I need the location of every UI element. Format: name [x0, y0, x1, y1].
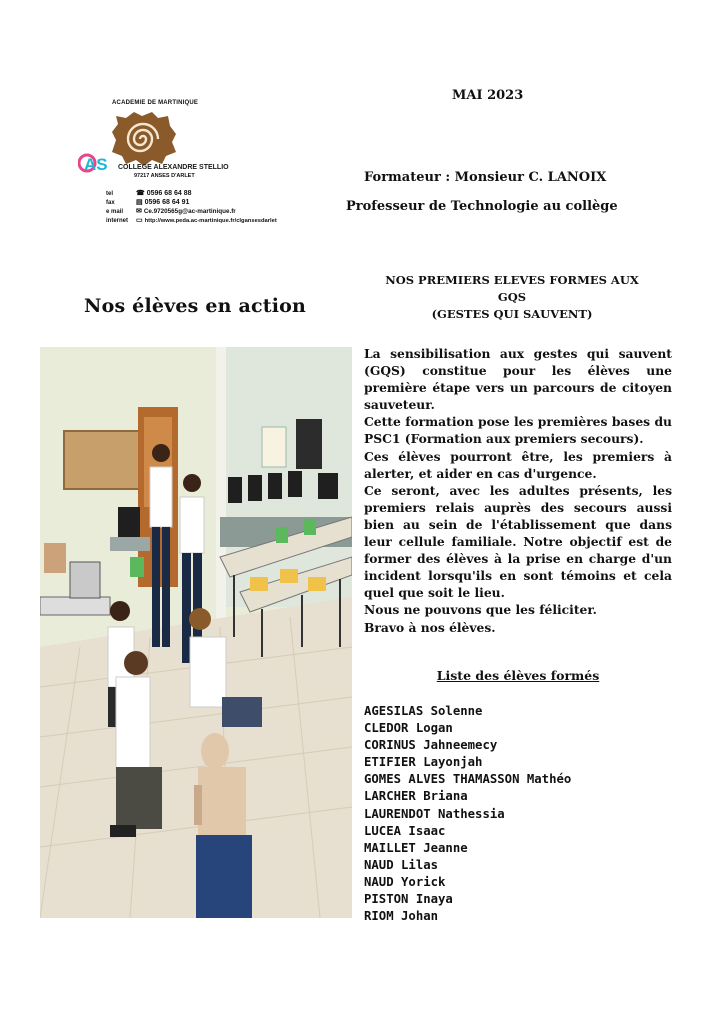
student-name: LAURENDOT Nathessia [364, 806, 505, 821]
section-heading [362, 272, 662, 323]
trainer-line: Formateur : Monsieur C. LANOIX [364, 170, 607, 185]
training-photo [40, 347, 352, 918]
college-name: COLLEGE ALEXANDRE STELLIO [118, 164, 229, 171]
student-list [364, 703, 571, 925]
mail-icon: ✉ [136, 208, 142, 215]
student-name: RIOM Johan [364, 909, 439, 924]
section-heading-line: (GESTES QUI SAUVENT) [431, 307, 593, 321]
paragraph: Ces élèves pourront être, les premiers à alerter, et aider en cas d'urgence. [364, 448, 672, 481]
phone-icon: ☎ [136, 190, 145, 197]
contact-email [106, 207, 236, 215]
college-town: 97217 ANSES D'ARLET [134, 173, 195, 179]
contact-label: fax [106, 200, 115, 206]
student-name: CORINUS Jahneemecy [364, 738, 498, 753]
paragraph: Nous ne pouvons que les féliciter. [364, 602, 597, 618]
contact-internet [106, 216, 277, 224]
student-name: PISTON Inaya [364, 892, 453, 907]
student-name: MAILLET Jeanne [364, 840, 468, 855]
student-name: NAUD Lilas [364, 857, 439, 872]
section-heading-line: GQS [497, 290, 527, 304]
body-text [364, 345, 672, 636]
section-heading-line: NOS PREMIERS ELEVES FORMES AUX [385, 273, 639, 287]
paragraph: La sensibilisation aux gestes qui sauvent (GQS) constitue pour les élèves une première étape vers un parcours de citoyen sauveteur. [364, 346, 672, 413]
letterhead [78, 100, 328, 230]
photo-section-title: Nos élèves en action [84, 295, 307, 317]
cas-logo [78, 150, 124, 176]
student-name: NAUD Yorick [364, 874, 446, 889]
cas-logo-letters: AS [84, 155, 108, 174]
contact-tel [106, 189, 192, 197]
contact-value: http://www.peda.ac-martinique.fr/clgansesdarlet [144, 218, 277, 224]
teacher-role-line: Professeur de Technologie au collège [346, 199, 618, 214]
contact-fax [106, 198, 189, 206]
paragraph: Ce seront, avec les adultes présents, les premiers relais auprès des secours aussi bien au sein de l'établissement que dans leur cellule familiale. Notre objectif est de former des élèves à la prise en charge d'un incident lorsqu'ils en sont témoins et cela quel que soit le lieu. [364, 482, 672, 601]
student-name: LUCEA Isaac [364, 823, 446, 838]
student-name: LARCHER Briana [364, 789, 468, 804]
contact-label: e mail [106, 209, 124, 215]
fax-icon: ▤ [136, 199, 143, 206]
contact-value: Ce.9720565g@ac-martinique.fr [143, 208, 236, 215]
student-name: ETIFIER Layonjah [364, 755, 483, 770]
contact-label: tel [106, 191, 114, 197]
student-name: GOMES ALVES THAMASSON Mathéo [364, 772, 572, 787]
academie-label: ACADEMIE DE MARTINIQUE [112, 100, 199, 106]
contact-label: internet [106, 218, 129, 224]
student-list-heading: Liste des élèves formés [436, 668, 600, 683]
document-date: MAI 2023 [452, 88, 524, 103]
student-name: AGESILAS Solenne [364, 704, 483, 718]
contact-value: 0596 68 64 91 [144, 199, 190, 206]
computer-icon: ▭ [136, 217, 143, 224]
student-name: CLEDOR Logan [364, 721, 453, 736]
contact-value: 0596 68 64 88 [146, 190, 192, 197]
paragraph: Cette formation pose les premières bases du PSC1 (Formation aux premiers secours). [364, 414, 672, 447]
paragraph: Bravo à nos élèves. [364, 619, 496, 635]
